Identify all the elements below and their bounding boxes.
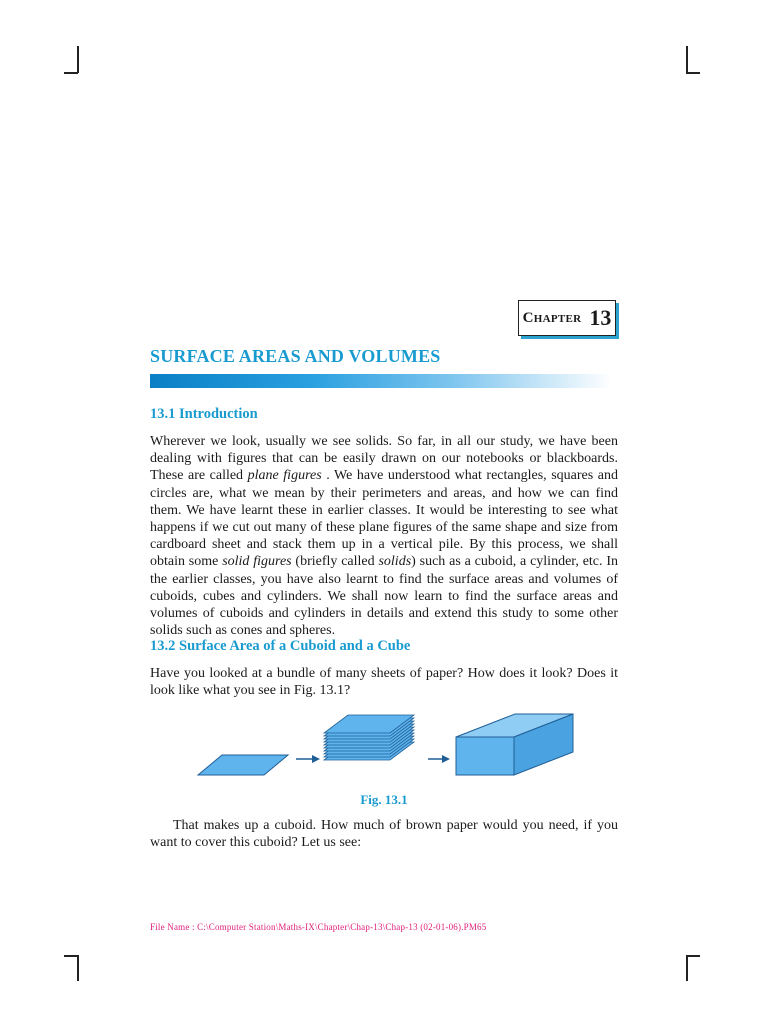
text-run: ) such as a cuboid, a cylinder, etc. In the earlier classes, you have also learnt to find the surface areas and volumes of cuboids, cubes and cylinders. We shall now learn to find the surface areas and volumes of cuboids and cylinders in details and extend this study to some other solids such as cones and spheres. (150, 554, 618, 639)
text-run: (briefly called (291, 554, 379, 570)
term-plane-figures: plane figures (247, 468, 322, 484)
chapter-label: Chapter (522, 309, 582, 326)
arrow-head (442, 755, 450, 763)
arrow-head (312, 755, 320, 763)
paragraph-cuboid: That makes up a cuboid. How much of brown paper would you need, if you want to cover this cuboid? Let us see: (150, 818, 618, 851)
chapter-number: 13 (589, 305, 612, 330)
chapter-title: SURFACE AREAS AND VOLUMES (150, 346, 441, 366)
section-heading-introduction: 13.1 Introduction (150, 406, 258, 422)
file-name-footer: File Name : C:\Computer Station\Maths-IX\Chapter\Chap-13\Chap-13 (02-01-06).PM65 (150, 922, 487, 932)
cuboid-shape (456, 714, 573, 775)
section-heading-surface-area: 13.2 Surface Area of a Cuboid and a Cube (150, 638, 411, 654)
stack-of-sheets-shape (324, 715, 414, 760)
text-run: . We have understood what rectangles, squares and circles are, what we mean by their perimeters and areas, and how we can find them. We have learnt these in earlier classes. It would be interesting to see what happens if we cut out many of these plane figures of the same shape and size from cardboard sheet and stack them up in a vertical pile. By this process, we shall obtain some (150, 468, 618, 570)
text-run: Wherever we look, usually we see solids. So far, in all our study, we have been dealing with figures that can be easily drawn on our notebooks or blackboards. These are called (150, 434, 618, 484)
paragraph-bundle-of-sheets: Have you looked at a bundle of many sheets of paper? How does it look? Does it look like what you see in Fig. 13.1? (150, 666, 618, 699)
figure-caption: Fig. 13.1 (360, 792, 408, 807)
single-sheet-shape (198, 755, 288, 775)
term-solid-figures: solid figures (222, 554, 292, 570)
term-solids: solids (378, 554, 412, 570)
